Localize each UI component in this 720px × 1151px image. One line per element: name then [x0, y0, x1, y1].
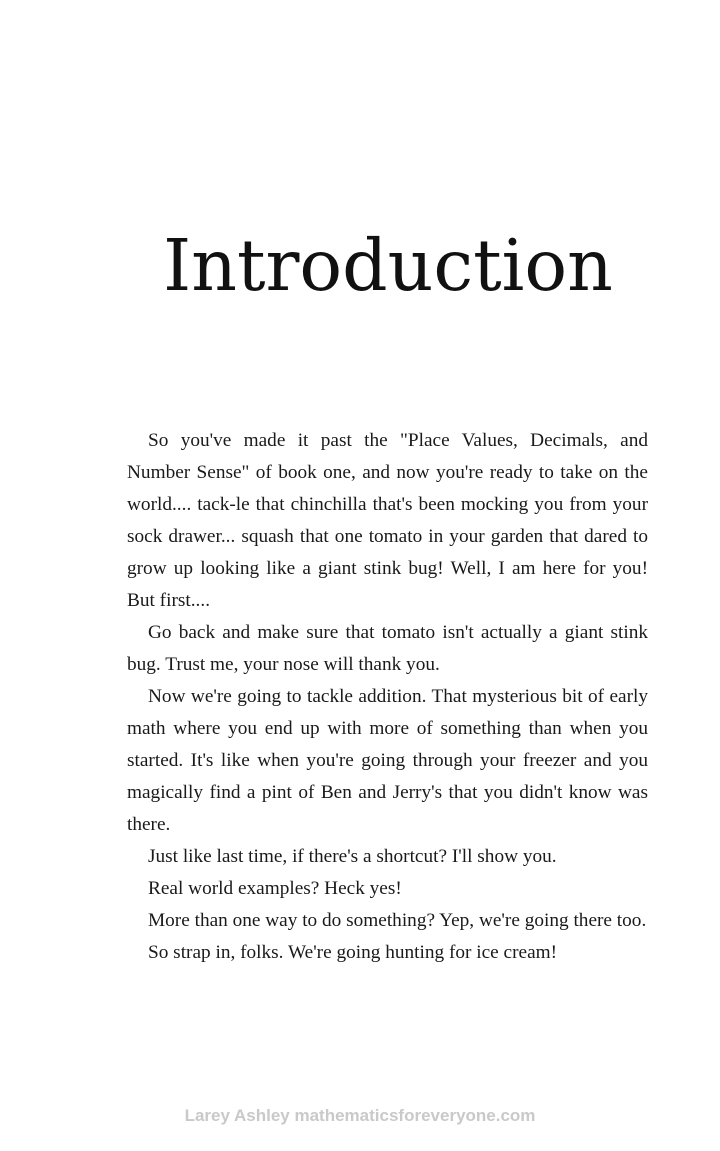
paragraph-addition: Now we're going to tackle addition. That mysterious bit of early math where you end up with more of something than when you started. It's like when you're going through your freezer and you magically find a pint of Ben and Jerry's that you didn't know was there.: [127, 686, 648, 835]
footer-watermark: [0, 1106, 720, 1126]
paragraph-intro: So you've made it past the "Place Values, Decimals, and Number Sense" of book one, and now you're ready to take on the world.... tack-le that chinchilla that's been mocking you from your sock drawer... squash that one tomato in your garden that dared to grow up looking like a giant stink bug! Well, I am here for you! But first....: [127, 430, 648, 611]
body-text: [127, 425, 648, 969]
paragraph-strap-in: So strap in, folks. We're going hunting for ice cream!: [148, 942, 558, 963]
chapter-title: Introduction: [163, 224, 613, 307]
paragraph-tomato: Go back and make sure that tomato isn't actually a giant stink bug. Trust me, your nose will thank you.: [127, 622, 648, 675]
footer-text: Larey Ashley mathematicsforeveryone.com: [184, 1106, 536, 1125]
paragraph-ways: More than one way to do something? Yep, we're going there too.: [148, 910, 647, 931]
paragraph-shortcut: Just like last time, if there's a shortcut? I'll show you.: [148, 846, 557, 867]
paragraph-examples: Real world examples? Heck yes!: [148, 878, 402, 899]
